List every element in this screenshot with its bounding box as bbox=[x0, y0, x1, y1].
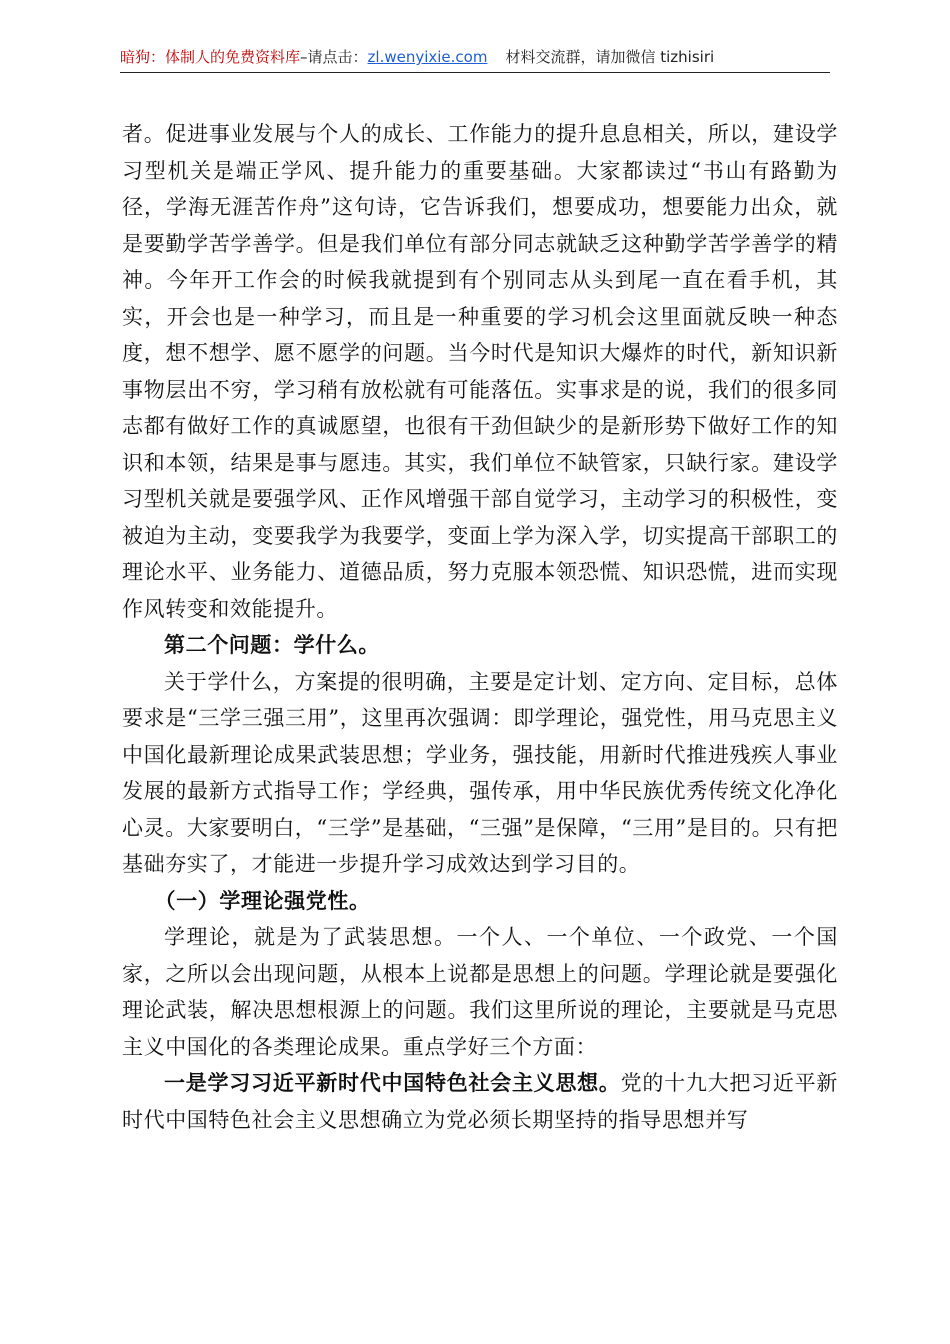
header-prompt: –请点击： bbox=[300, 48, 368, 66]
paragraph-continuation: 者。促进事业发展与个人的成长、工作能力的提升息息相关，所以，建设学习型机关是端正学风、提升能力的重要基础。大家都读过“书山有路勤为径，学海无涯苦作舟”这句诗，它告诉我们，想要成功，想要能力出众，就是要勤学苦学善学。但是我们单位有部分同志就缺乏这种勤学苦学善学的精神。今年开工作会的时候我就提到有个别同志从头到尾一直在看手机，其实，开会也是一种学习，而且是一种重要的学习机会这里面就反映一种态度，想不想学、愿不愿学的问题。当今时代是知识大爆炸的时代，新知识新事物层出不穷，学习稍有放松就有可能落伍。实事求是的说，我们的很多同志都有做好工作的真诚愿望，也很有干劲但缺少的是新形势下做好工作的知识和本领，结果是事与愿违。其实，我们单位不缺管家，只缺行家。建设学习型机关就是要强学风、正作风增强干部自觉学习，主动学习的积极性，变被迫为主动，变要我学为我要学，变面上学为深入学，切实提高干部职工的理论水平、业务能力、道德品质，努力克服本领恐慌、知识恐慌，进而实现作风转变和效能提升。 bbox=[122, 122, 838, 621]
first-point-lead: 一是学习习近平新时代中国特色社会主义思想。 bbox=[164, 1070, 621, 1095]
paragraph-learning-scope: 关于学什么，方案提的很明确，主要是定计划、定方向、定目标，总体要求是“三学三强三用”，这里再次强调：即学理论，强党性，用马克思主义中国化最新理论成果武装思想；学业务，强技能，用新时代推进残疾人事业发展的最新方式指导工作；学经典，强传承，用中华民族优秀传统文化净化心灵。大家要明白，“三学”是基础，“三强”是保障，“三用”是目的。只有把基础夯实了，才能进一步提升学习成效达到学习目的。 bbox=[122, 669, 839, 876]
paragraph-first-point bbox=[122, 1065, 838, 1138]
header-url-link[interactable]: zl.wenyixie.com bbox=[367, 48, 488, 66]
header-contact: 材料交流群，请加微信 tizhisiri bbox=[505, 48, 715, 66]
header-divider bbox=[120, 72, 830, 73]
subsection-heading-theory: （一）学理论强党性。 bbox=[154, 887, 371, 913]
section-heading-what-to-learn: 第二个问题：学什么。 bbox=[164, 632, 380, 657]
page-header bbox=[120, 44, 830, 70]
document-body bbox=[122, 116, 838, 1138]
paragraph-theory: 学理论，就是为了武装思想。一个人、一个单位、一个政党、一个国家，之所以会出现问题，从根本上说都是思想上的问题。学理论就是要强化理论武装，解决思想根源上的问题。我们这里所说的理论，主要就是马克思主义中国化的各类理论成果。重点学好三个方面： bbox=[122, 925, 838, 1059]
first-point-text: 党的十九大把习近平新时代中国特色社会主义思想确立为党必须长期坚持的指导思想并写 bbox=[122, 1071, 838, 1132]
header-brand: 暗狗：体制人的免费资料库 bbox=[120, 48, 301, 66]
